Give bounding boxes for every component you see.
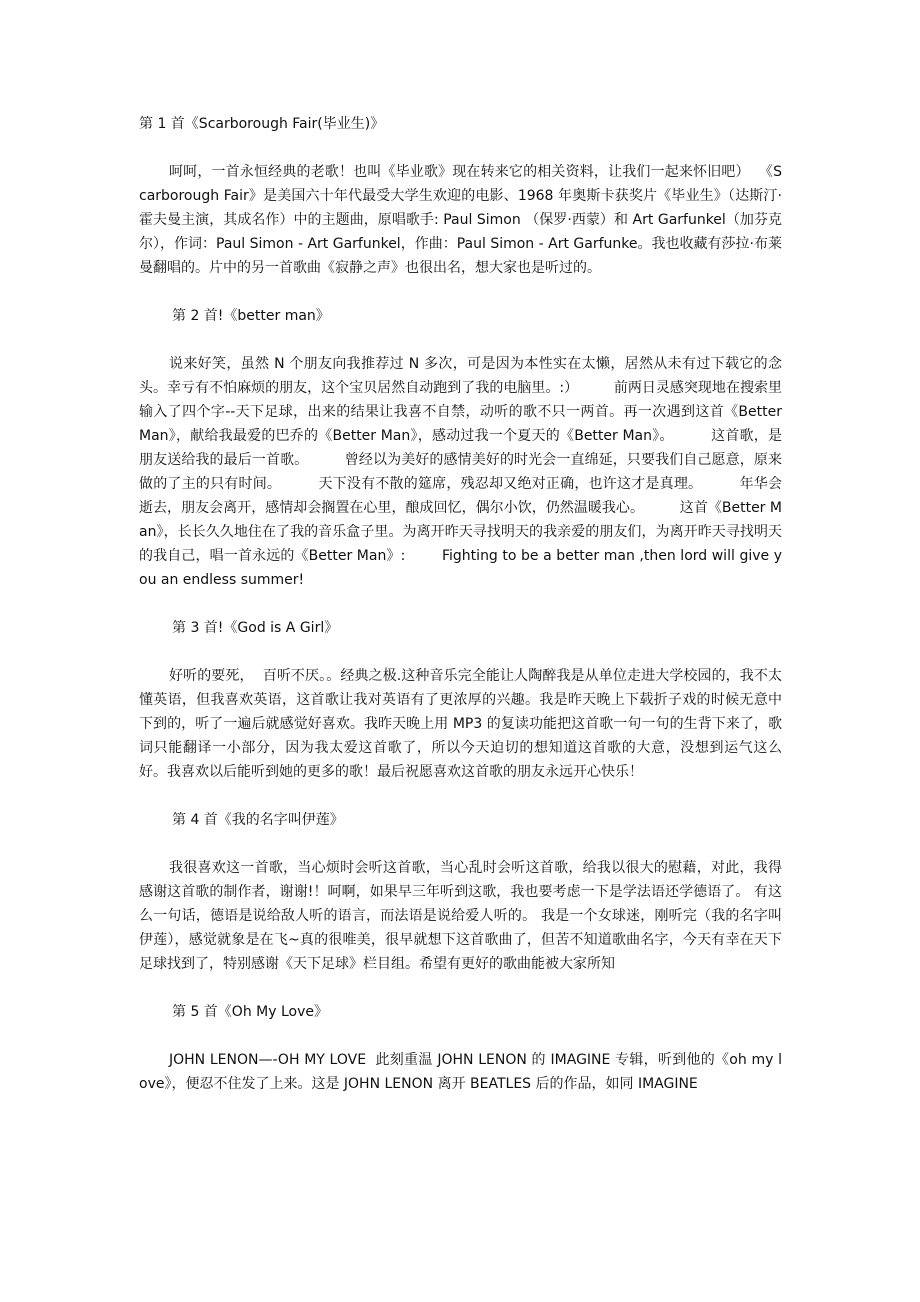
song-description-5: JOHN LENON—-OH MY LOVE 此刻重温 JOHN LENON 的 IMAGINE 专辑，听到他的《oh my love》，便忍不住发了上来。这是 JOHN LENON 离开 BEATLES 后的作品，如同 IMAGINE [139,1052,782,1092]
song-description-2: 说来好笑，虽然 N 个朋友向我推荐过 N 多次，可是因为本性实在太懒，居然从未有过下载它的念头。幸亏有不怕麻烦的朋友，这个宝贝居然自动跑到了我的电脑里。:） 前两日灵感突现地在搜索里输入了四个字--天下足球，出来的结果让我喜不自禁，动听的歌不只一两首。再一次遇到这首《Better Man》，献给我最爱的巴乔的《Better Man》，感动过我一个夏天的《Better Man》。 这首歌，是朋友送给我的最后一首歌。 曾经以为美好的感情美好的时光会一直绵延，只要我们自己愿意，原来做的了主的只有时间。 天下没有不散的筵席，残忍却又绝对正确，也许这才是真理。 年华会逝去，朋友会离开，感情却会搁置在心里，酿成回忆，偶尔小饮，仍然温暖我心。 这首《Better Man》，长长久久地住在了我的音乐盒子里。为离开昨天寻找明天的我亲爱的朋友们，为离开昨天寻找明天的我自己，唱一首永远的《Better Man》: Fighting to be a better man ,then lord will give you an endless summer! [139,356,787,588]
song-heading-5: 第 5 首《Oh My Love》 [172,1004,328,1020]
song-heading-4: 第 4 首《我的名字叫伊莲》 [172,812,344,828]
song-heading-3: 第 3 首!《God is A Girl》 [172,620,339,636]
song-description-1: 呵呵，一首永恒经典的老歌！也叫《毕业歌》现在转来它的相关资料，让我们一起来怀旧吧） 《Scarborough Fair》是美国六十年代最受大学生欢迎的电影、1968 年奥斯卡获奖片《毕业生》（达斯汀·霍夫曼主演，其成名作）中的主题曲，原唱歌手: Paul Simon （保罗·西蒙）和 Art Garfunkel（加芬克尔），作词：Paul Simon - Art Garfunkel，作曲：Paul Simon - Art Garfunke。我也收藏有莎拉·布莱曼翻唱的。片中的另一首歌曲《寂静之声》也很出名，想大家也是听过的。 [139,164,782,276]
song-heading-1: 第 1 首《Scarborough Fair(毕业生)》 [139,116,385,132]
song-heading-2: 第 2 首!《better man》 [172,308,330,324]
article-body [139,112,787,1096]
song-description-4: 我很喜欢这一首歌，当心烦时会听这首歌，当心乱时会听这首歌，给我以很大的慰藉，对此，我得感谢这首歌的制作者，谢谢!！呵啊，如果早三年听到这歌，我也要考虑一下是学法语还学德语了。 有这么一句话，德语是说给敌人听的语言，而法语是说给爱人听的。 我是一个女球迷，刚听完（我的名字叫伊莲），感觉就象是在飞~真的很唯美，很早就想下这首歌曲了，但苦不知道歌曲名字，今天有幸在天下足球找到了，特别感谢《天下足球》栏目组。希望有更好的歌曲能被大家所知 [139,860,782,972]
song-description-3: 好听的要死， 百听不厌。。经典之极.这种音乐完全能让人陶醉我是从单位走进大学校园的，我不太懂英语，但我喜欢英语，这首歌让我对英语有了更浓厚的兴趣。我是昨天晚上下载折子戏的时候无意中下到的，听了一遍后就感觉好喜欢。我昨天晚上用 MP3 的复读功能把这首歌一句一句的生背下来了，歌词只能翻译一小部分，因为我太爱这首歌了，所以今天迫切的想知道这首歌的大意，没想到运气这么好。我喜欢以后能听到她的更多的歌！最后祝愿喜欢这首歌的朋友永远开心快乐！ [139,668,782,780]
